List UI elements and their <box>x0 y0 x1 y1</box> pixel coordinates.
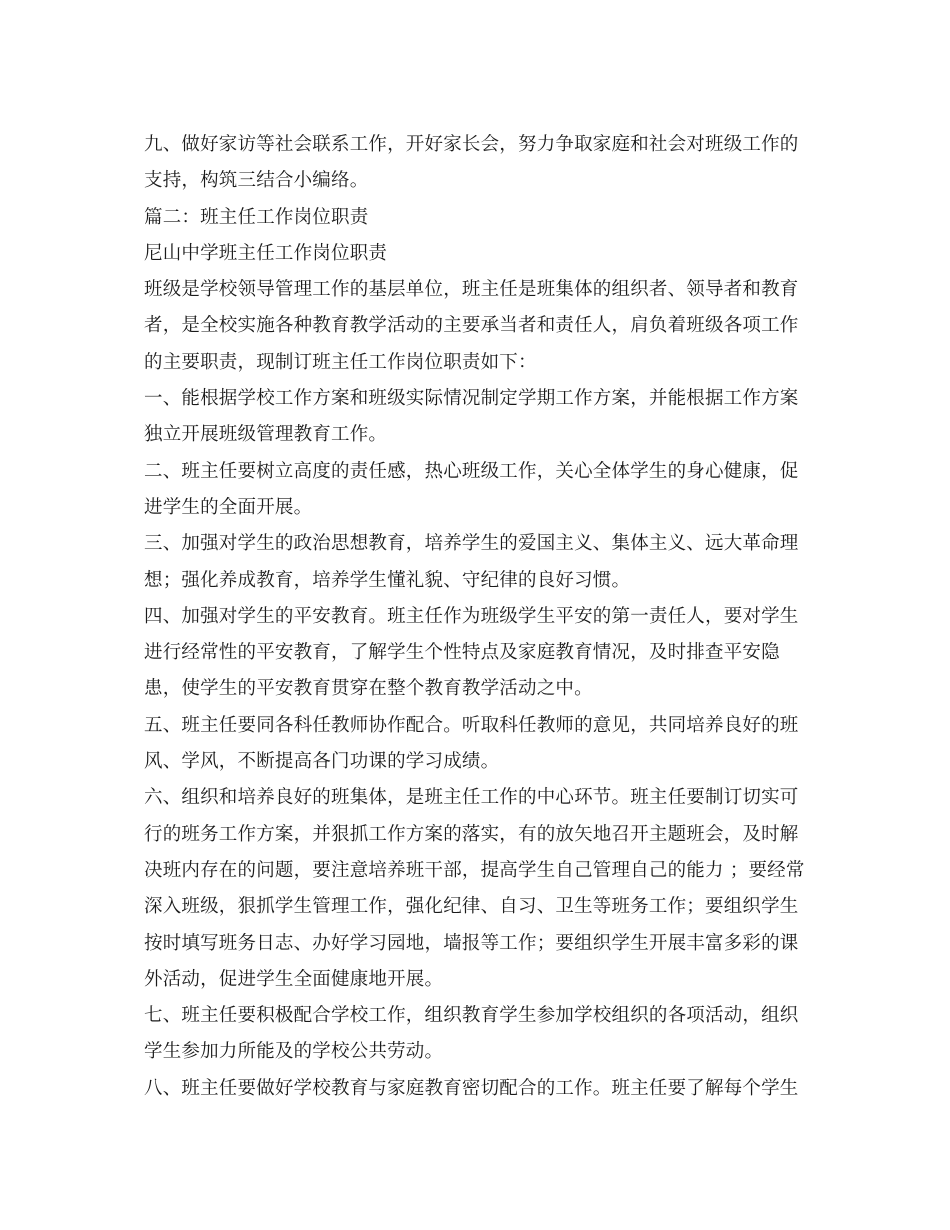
text-line: 的主要职责，现制订班主任工作岗位职责如下： <box>144 351 537 373</box>
text-line: 九、做好家访等社会联系工作，开好家长会，努力争取家庭和社会对班级工作的 <box>144 134 799 155</box>
text-line: 独立开展班级管理教育工作。 <box>144 424 388 446</box>
text-line: 决班内存在的问题，要注意培养班干部，提高学生自己管理自己的能力 ；要经常 <box>144 859 805 881</box>
text-line: 三、加强对学生的政治思想教育，培养学生的爱国主义、集体主义、远大革命理 <box>144 533 799 555</box>
text-line: 进行经常性的平安教育，了解学生个性特点及家庭教育情况，及时排查平安隐 <box>144 642 780 664</box>
text-line: 行的班务工作方案，并狠抓工作方案的落实，有的放矢地召开主题班会，及时解 <box>144 823 799 845</box>
text-line: 想；强化养成教育，培养学生懂礼貌、守纪律的良好习惯。 <box>144 569 631 591</box>
text-line: 风、学风，不断提高各门功课的学习成绩。 <box>144 751 500 773</box>
section-heading: 篇二：班主任工作岗位职责 <box>144 206 369 228</box>
text-line: 患，使学生的平安教育贯穿在整个教育教学活动之中。 <box>144 678 593 700</box>
text-line: 八、班主任要做好学校教育与家庭教育密切配合的工作。班主任要了解每个学生 <box>144 1077 799 1099</box>
text-line: 六、组织和培养良好的班集体，是班主任工作的中心环节。班主任要制订切实可 <box>144 787 799 809</box>
text-line: 外活动，促进学生全面健康地开展。 <box>144 968 444 990</box>
text-line: 支持，构筑三结合小编络。 <box>144 170 369 192</box>
text-line: 班级是学校领导管理工作的基层单位，班主任是班集体的组织者、领导者和教育 <box>144 279 799 301</box>
text-line: 学生参加力所能及的学校公共劳动。 <box>144 1041 444 1063</box>
document-title: 尼山中学班主任工作岗位职责 <box>144 242 388 264</box>
text-line: 进学生的全面开展。 <box>144 496 313 518</box>
text-line: 七、班主任要积极配合学校工作，组织教育学生参加学校组织的各项活动，组织 <box>144 1005 799 1027</box>
text-line: 者，是全校实施各种教育教学活动的主要承当者和责任人，肩负着班级各项工作 <box>144 315 799 337</box>
text-line: 四、加强对学生的平安教育。班主任作为班级学生平安的第一责任人，要对学生 <box>144 605 799 627</box>
text-line: 深入班级，狠抓学生管理工作，强化纪律、自习、卫生等班务工作；要组织学生 <box>144 896 799 918</box>
document-body <box>144 127 804 1107</box>
text-line: 二、班主任要树立高度的责任感，热心班级工作，关心全体学生的身心健康，促 <box>144 460 799 482</box>
text-line: 按时填写班务日志、办好学习园地，墙报等工作；要组织学生开展丰富多彩的课 <box>144 932 799 954</box>
text-line: 五、班主任要同各科任教师协作配合。听取科任教师的意见，共同培养良好的班 <box>144 714 799 736</box>
text-line: 一、能根据学校工作方案和班级实际情况制定学期工作方案，并能根据工作方案 <box>144 388 799 410</box>
